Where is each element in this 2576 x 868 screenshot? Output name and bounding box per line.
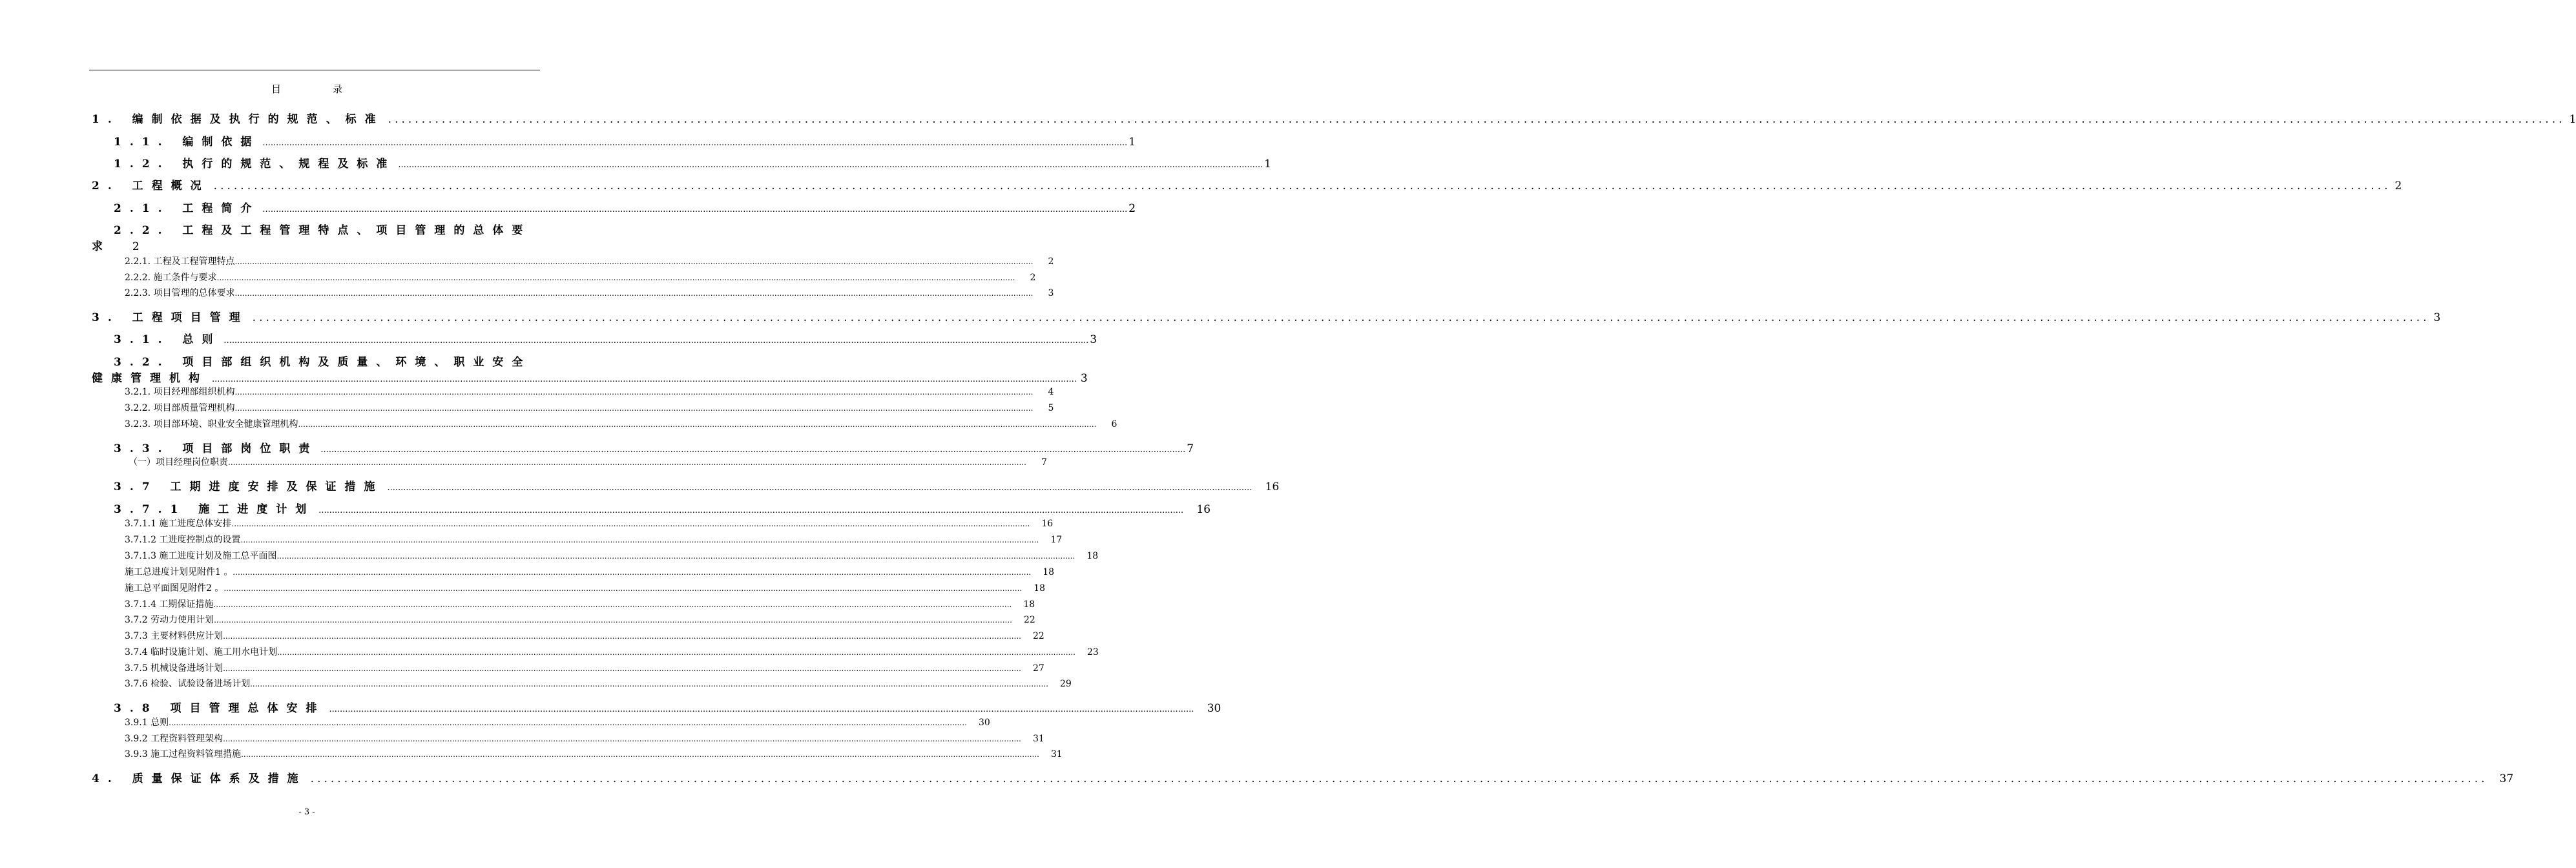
toc-entry-label: 施工总平面图见附件2 。	[125, 583, 224, 594]
toc-entry[interactable]	[125, 716, 990, 728]
toc-entry-label: 2. 工程概况	[92, 180, 210, 192]
toc-entry-label: 4. 质量保证体系及措施	[92, 772, 307, 785]
leader-dots: ....................................................................................................................................................................................................................................................................................................................................	[223, 336, 1089, 346]
leader-dots: ....................................................................................................................................................................................................................................................................................................................................	[398, 160, 1263, 170]
leader-dots: ....................................................................................................................................................................................................................................................................................................................................	[234, 289, 1034, 298]
toc-entry[interactable]	[92, 308, 2441, 324]
toc-entry[interactable]	[114, 439, 1194, 455]
toc-entry-page: 4	[1048, 387, 1054, 397]
toc-entry-page: 2	[1048, 256, 1054, 267]
page-number-footer: - 3 -	[298, 807, 315, 817]
toc-entry[interactable]	[92, 110, 2576, 126]
leader-dots: ....................................................................................................................................................................................................................................................................................................................................	[276, 552, 1075, 561]
toc-entry-label: 3.7.1 施工进度计划	[114, 503, 315, 516]
leader-dots: ....................................................................................................................................................................................................................................................................................................................................	[318, 506, 1184, 515]
leader-dots: ....................................................................................................................................................................................................................................................................................................................................	[241, 750, 1039, 759]
leader-dots: ....................................................................................................................................................................................................................................................................................................................................	[212, 375, 1077, 384]
toc-entry-label: 3.7.6 检验、试验设备进场计划	[125, 679, 251, 689]
leader-dots: ....................................................................................................................................................................................................................................................................................................................................	[298, 420, 1097, 429]
toc-entry-page: 23	[1086, 647, 1099, 657]
toc-entry[interactable]	[125, 747, 1063, 760]
toc-entry[interactable]	[125, 629, 1044, 642]
leader-dots: ....................................................................................................................................................................................................................................................................................................................................	[388, 113, 2566, 126]
toc-entry-label: 3.2.2. 项目部质量管理机构	[125, 403, 235, 413]
toc-entry-label: 2.2. 工程及工程管理特点、项目管理的总体要	[114, 224, 532, 237]
toc-entry-page: 30	[1207, 702, 1221, 715]
toc-entry-label: 3.3. 项目部岗位职责	[114, 442, 318, 455]
toc-entry-label: 2.1. 工程简介	[114, 202, 260, 215]
leader-dots: ....................................................................................................................................................................................................................................................................................................................................	[250, 679, 1048, 688]
toc-entry-label-cont: 求	[92, 240, 103, 253]
leader-dots: ....................................................................................................................................................................................................................................................................................................................................	[234, 404, 1034, 413]
toc-entry[interactable]	[125, 565, 1055, 578]
leader-dots: ....................................................................................................................................................................................................................................................................................................................................	[214, 615, 1012, 625]
toc-entry[interactable]	[114, 330, 1097, 346]
toc-entry-page: 18	[1086, 551, 1099, 561]
toc-entry-page: 16	[1265, 480, 1280, 493]
toc-entry-label: 3.9.2 工程资料管理架构	[125, 734, 223, 744]
toc-entry-label: 3.2. 项目部组织机构及质量、环境、职业安全	[114, 356, 532, 369]
toc-entry-label: （一）项目经理岗位职责	[129, 457, 228, 468]
toc-entry-page: 16	[1196, 503, 1211, 516]
toc-entry[interactable]	[129, 455, 1047, 468]
toc-entry[interactable]	[125, 385, 1054, 398]
toc-entry[interactable]	[114, 154, 1272, 170]
toc-entry[interactable]	[114, 353, 531, 369]
toc-entry[interactable]	[125, 286, 1054, 299]
toc-entry-label: 1.1. 编制依据	[114, 136, 260, 149]
toc-entry-continuation[interactable]	[92, 237, 140, 253]
leader-dots: ....................................................................................................................................................................................................................................................................................................................................	[320, 445, 1186, 455]
leader-dots: ....................................................................................................................................................................................................................................................................................................................................	[223, 632, 1021, 641]
toc-entry-label: 3.9.1 总则	[125, 718, 169, 728]
toc-title	[0, 82, 614, 96]
toc-entry[interactable]	[125, 254, 1054, 267]
toc-entry-page: 31	[1050, 749, 1063, 760]
toc-entry[interactable]	[114, 221, 531, 237]
leader-dots: ....................................................................................................................................................................................................................................................................................................................................	[262, 138, 1128, 148]
toc-entry-page: 37	[2499, 772, 2514, 785]
toc-entry-page: 17	[1050, 535, 1063, 545]
toc-entry-label: 2.2.3. 项目管理的总体要求	[125, 288, 235, 298]
toc-entry-label: 3.8 项目管理总体安排	[114, 702, 326, 715]
toc-entry-page: 18	[1023, 599, 1035, 610]
toc-entry-label: 1. 编制依据及执行的规范、标准	[92, 113, 384, 126]
toc-entry[interactable]	[114, 132, 1136, 149]
toc-title-left: 目	[271, 83, 281, 95]
toc-entry-page: 2	[2394, 180, 2402, 192]
toc-entry-page: 3	[1080, 372, 1088, 385]
toc-entry[interactable]	[92, 176, 2402, 192]
toc-entry-label: 3.7.3 主要材料供应计划	[125, 631, 223, 641]
toc-entry-page: 2	[1030, 273, 1036, 283]
toc-entry[interactable]	[125, 401, 1054, 414]
toc-entry-page: 2	[132, 240, 140, 253]
toc-entry[interactable]	[125, 645, 1099, 658]
leader-dots: ....................................................................................................................................................................................................................................................................................................................................	[213, 600, 1012, 609]
leader-dots: ....................................................................................................................................................................................................................................................................................................................................	[387, 483, 1252, 493]
toc-entry[interactable]	[125, 417, 1117, 430]
toc-entry-page: 18	[1034, 583, 1046, 594]
toc-entry-label: 3.7.1.4 工期保证措施	[125, 599, 214, 610]
toc-entry-page: 1	[1128, 136, 1136, 149]
toc-entry-label: 施工总进度计划见附件1 。	[125, 567, 233, 577]
toc-entry-label: 3.2.3. 项目部环境、职业安全健康管理机构	[125, 419, 298, 429]
toc-entry-page: 29	[1059, 679, 1072, 689]
toc-entry[interactable]	[114, 199, 1136, 215]
toc-entry-label: 2.2.2. 施工条件与要求	[125, 273, 217, 283]
leader-dots: ....................................................................................................................................................................................................................................................................................................................................	[252, 311, 2430, 324]
toc-entry-page: 1	[1264, 158, 1272, 170]
toc-entry[interactable]	[92, 769, 2514, 785]
leader-dots: ....................................................................................................................................................................................................................................................................................................................................	[277, 648, 1075, 657]
leader-dots: ....................................................................................................................................................................................................................................................................................................................................	[234, 257, 1034, 266]
toc-entry-label: 3.2.1. 项目经理部组织机构	[125, 387, 235, 397]
leader-dots: ....................................................................................................................................................................................................................................................................................................................................	[213, 180, 2391, 192]
toc-entry-continuation[interactable]	[92, 369, 1088, 385]
toc-entry-label: 3. 工程项目管理	[92, 311, 249, 324]
leader-dots: ....................................................................................................................................................................................................................................................................................................................................	[231, 519, 1030, 528]
toc-entry[interactable]	[125, 271, 1036, 284]
toc-entry-page: 3	[1090, 333, 1097, 346]
toc-entry-page: 5	[1048, 403, 1054, 413]
toc-entry-page: 22	[1032, 631, 1044, 641]
toc-entry-label: 1.2. 执行的规范、规程及标准	[114, 158, 396, 170]
leader-dots: ....................................................................................................................................................................................................................................................................................................................................	[234, 388, 1034, 397]
leader-dots: ....................................................................................................................................................................................................................................................................................................................................	[310, 772, 2488, 785]
leader-dots: ....................................................................................................................................................................................................................................................................................................................................	[329, 705, 1194, 714]
leader-dots: ....................................................................................................................................................................................................................................................................................................................................	[223, 734, 1021, 743]
toc-entry[interactable]	[125, 613, 1035, 626]
toc-entry-page: 22	[1023, 615, 1035, 625]
toc-entry-label: 3.7.2 劳动力使用计划	[125, 615, 214, 625]
leader-dots: ....................................................................................................................................................................................................................................................................................................................................	[223, 584, 1023, 593]
toc-entry-label: 2.2.1. 工程及工程管理特点	[125, 256, 235, 267]
toc-entry[interactable]	[125, 732, 1044, 745]
toc-entry[interactable]	[125, 677, 1072, 690]
toc-entry-label: 3.7.1.1 施工进度总体安排	[125, 519, 232, 529]
toc-entry-page: 7	[1187, 442, 1194, 455]
toc-entry-page: 3	[2433, 311, 2441, 324]
toc-entry[interactable]	[114, 500, 1211, 516]
toc-entry-label: 3.7.1.2 工进度控制点的设置	[125, 535, 241, 545]
toc-entry-label: 3.1. 总则	[114, 333, 222, 346]
leader-dots: ....................................................................................................................................................................................................................................................................................................................................	[169, 718, 967, 727]
toc-entry[interactable]	[125, 581, 1046, 594]
leader-dots: ....................................................................................................................................................................................................................................................................................................................................	[216, 273, 1015, 282]
leader-dots: ....................................................................................................................................................................................................................................................................................................................................	[228, 458, 1026, 467]
toc-entry[interactable]	[125, 533, 1063, 546]
toc-entry-page: 2	[1128, 202, 1136, 215]
toc-entry-page: 18	[1043, 567, 1055, 577]
toc-entry-page: 31	[1032, 734, 1044, 744]
toc-entry-label: 3.7 工期进度安排及保证措施	[114, 480, 384, 493]
leader-dots: ....................................................................................................................................................................................................................................................................................................................................	[223, 664, 1021, 673]
toc-entry-page: 7	[1041, 457, 1047, 468]
toc-entry-page: 16	[1041, 519, 1054, 529]
toc-entry-label: 3.7.5 机械设备进场计划	[125, 663, 223, 674]
toc-entry[interactable]	[114, 477, 1280, 493]
leader-dots: ....................................................................................................................................................................................................................................................................................................................................	[233, 568, 1032, 577]
toc-entry[interactable]	[114, 699, 1221, 715]
toc-entry-label: 3.7.4 临时设施计划、施工用水电计划	[125, 647, 278, 657]
toc-entry[interactable]	[125, 517, 1054, 530]
leader-dots: ....................................................................................................................................................................................................................................................................................................................................	[262, 205, 1128, 214]
toc-entry[interactable]	[125, 661, 1044, 674]
toc-entry-page: 6	[1111, 419, 1117, 429]
leader-dots: ....................................................................................................................................................................................................................................................................................................................................	[240, 535, 1039, 544]
toc-entry-label: 3.9.3 施工过程资料管理措施	[125, 749, 242, 760]
toc-entry-page: 1	[2569, 113, 2576, 126]
toc-entry-label-cont: 健康管理机构	[92, 372, 208, 385]
toc-entry-page: 3	[1048, 288, 1054, 298]
toc-entry-page: 30	[978, 718, 990, 728]
toc-entry[interactable]	[125, 597, 1035, 610]
toc-entry-page: 27	[1032, 663, 1044, 674]
toc-title-right: 录	[333, 83, 343, 95]
toc-entry-label: 3.7.1.3 施工进度计划及施工总平面图	[125, 551, 277, 561]
toc-entry[interactable]	[125, 549, 1099, 562]
